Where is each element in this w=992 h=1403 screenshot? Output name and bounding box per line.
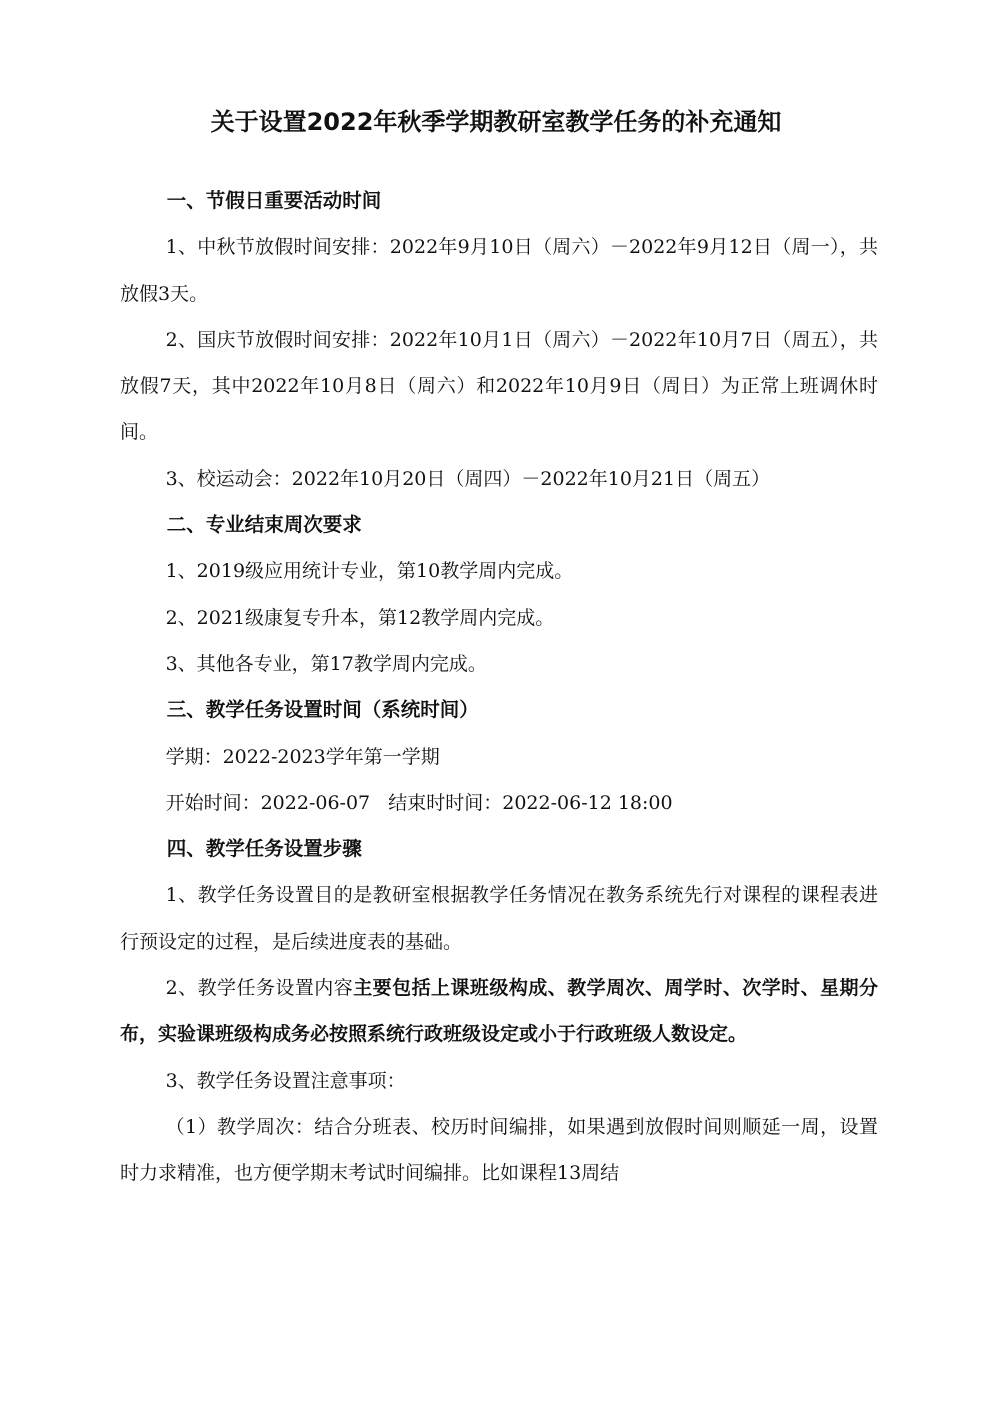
setup-purpose: 1、教学任务设置目的是教研室根据教学任务情况在教务系统先行对课程的课程表进行预设定的过程，是后续进度表的基础。 <box>120 884 878 953</box>
section-heading-setup-time: 三、教学任务设置时间（系统时间） <box>166 698 479 722</box>
school-sports-meet: 3、校运动会：2022年10月20日（周四）－2022年10月21日（周五） <box>165 467 771 490</box>
semester-line: 学期：2022-2023学年第一学期 <box>165 745 440 768</box>
end-week-others: 3、其他各专业，第17教学周内完成。 <box>165 652 487 675</box>
holiday-mid-autumn: 1、中秋节放假时间安排：2022年9月10日（周六）－2022年9月12日（周一），共放假3天。 <box>120 236 878 305</box>
holiday-national-day: 2、国庆节放假时间安排：2022年10月1日（周六）－2022年10月7日（周五），共放假7天，其中2022年10月8日（周六）和2022年10月9日（周日）为正常上班调休时间。 <box>120 328 878 444</box>
end-week-statistics: 1、2019级应用统计专业，第10教学周内完成。 <box>165 560 574 583</box>
document-title: 关于设置2022年秋季学期教研室教学任务的补充通知 <box>210 108 782 136</box>
section-heading-holidays: 一、节假日重要活动时间 <box>166 189 382 212</box>
setup-note-teaching-weeks: （1）教学周次：结合分班表、校历时间编排，如果遇到放假时间则顺延一周，设置时力求精准，也方便学期末考试时间编排。比如课程13周结 <box>120 1115 878 1185</box>
setup-notes-heading: 3、教学任务设置注意事项： <box>165 1069 406 1092</box>
time-range-line: 开始时间：2022-06-07 结束时时间：2022-06-12 18:00 <box>165 791 673 814</box>
section-heading-setup-steps: 四、教学任务设置步骤 <box>166 837 362 861</box>
setup-content-prefix: 2、教学任务设置内容 <box>165 977 354 1000</box>
setup-content <box>120 965 878 1058</box>
setup-content-emphasis: 主要包括上课班级构成、教学周次、周学时、次学时、星期分布，实验课班级构成务必按照系统行政班级设定或小于行政班级人数设定。 <box>120 977 878 1046</box>
document-body <box>120 178 878 1197</box>
section-heading-end-weeks: 二、专业结束周次要求 <box>166 513 362 537</box>
end-week-rehab: 2、2021级康复专升本，第12教学周内完成。 <box>165 606 555 629</box>
